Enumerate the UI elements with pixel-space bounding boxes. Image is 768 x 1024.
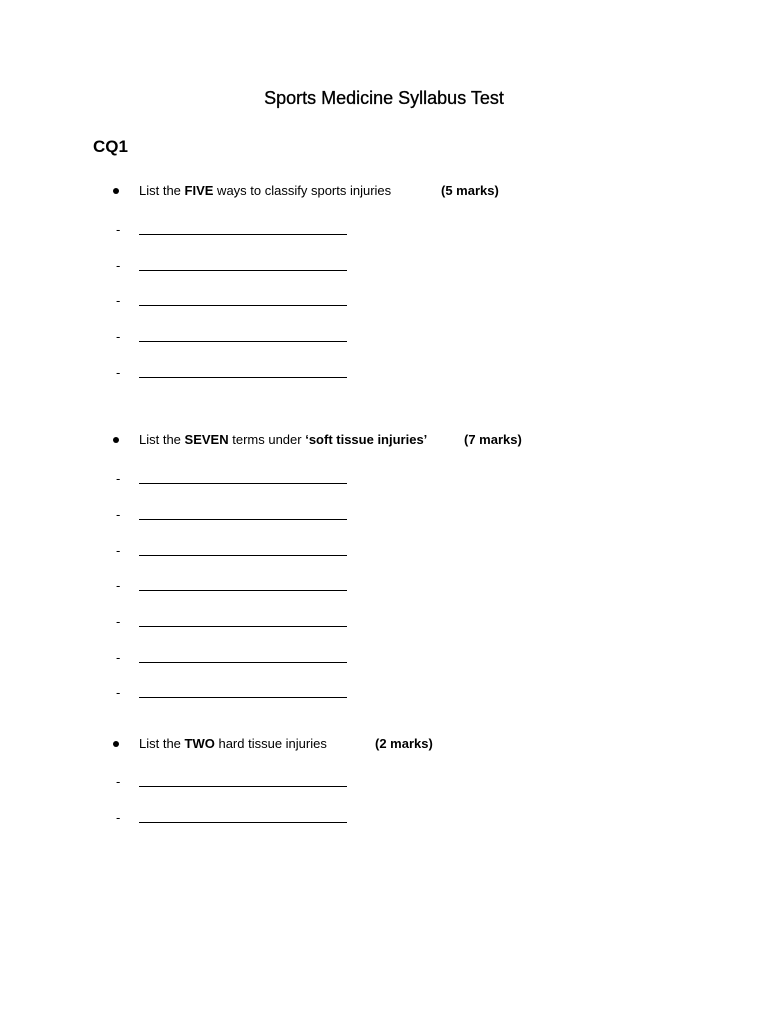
answer-row — [0, 614, 768, 634]
answer-row — [0, 329, 768, 349]
answer-blank[interactable] — [139, 786, 347, 787]
answer-dash: - — [116, 329, 121, 344]
answer-blank[interactable] — [139, 377, 347, 378]
question-prefix: List the — [139, 736, 185, 751]
answer-row — [0, 650, 768, 670]
question-prefix: List the — [139, 183, 185, 198]
answer-row — [0, 543, 768, 563]
answer-dash: - — [116, 578, 121, 593]
answer-blank[interactable] — [139, 590, 347, 591]
answer-dash: - — [116, 774, 121, 789]
answer-blank[interactable] — [139, 662, 347, 663]
answer-row — [0, 365, 768, 385]
answer-blank[interactable] — [139, 341, 347, 342]
bullet-icon — [113, 741, 119, 747]
answer-row — [0, 685, 768, 705]
answer-dash: - — [116, 810, 121, 825]
question-marks: (2 marks) — [375, 736, 433, 751]
answer-dash: - — [116, 685, 121, 700]
answer-blank[interactable] — [139, 697, 347, 698]
answer-row — [0, 774, 768, 794]
answer-row — [0, 258, 768, 278]
question-text — [139, 733, 327, 755]
answer-blank[interactable] — [139, 626, 347, 627]
answer-blank[interactable] — [139, 234, 347, 235]
answer-blank[interactable] — [139, 305, 347, 306]
answer-dash: - — [116, 293, 121, 308]
question-body: terms under — [228, 432, 306, 447]
answer-row — [0, 578, 768, 598]
question-emphasis: FIVE — [184, 183, 214, 198]
question-emphasis: SEVEN — [184, 432, 229, 447]
answer-blank[interactable] — [139, 822, 347, 823]
answer-row — [0, 471, 768, 491]
answer-blank[interactable] — [139, 483, 347, 484]
question-marks: (7 marks) — [464, 432, 522, 447]
question-marks: (5 marks) — [441, 183, 499, 198]
section-heading: CQ1 — [93, 137, 128, 156]
answer-blank[interactable] — [139, 555, 347, 556]
answer-row — [0, 507, 768, 527]
question-body: ways to classify sports injuries — [213, 183, 392, 198]
question-3 — [0, 733, 768, 755]
answer-blank[interactable] — [139, 270, 347, 271]
answer-dash: - — [116, 543, 121, 558]
answer-dash: - — [116, 365, 121, 380]
answer-dash: - — [116, 258, 121, 273]
bullet-icon — [113, 188, 119, 194]
question-2 — [0, 429, 768, 451]
question-text — [139, 180, 391, 202]
page-title: Sports Medicine Syllabus Test — [264, 88, 504, 108]
question-text — [139, 429, 427, 451]
answer-dash: - — [116, 614, 121, 629]
answer-dash: - — [116, 650, 121, 665]
question-emphasis: TWO — [184, 736, 215, 751]
bullet-icon — [113, 437, 119, 443]
answer-dash: - — [116, 471, 121, 486]
question-prefix: List the — [139, 432, 185, 447]
question-emphasis-term: ‘soft tissue injuries’ — [305, 432, 428, 447]
answer-row — [0, 293, 768, 313]
answer-dash: - — [116, 222, 121, 237]
question-body: hard tissue injuries — [214, 736, 327, 751]
question-1 — [0, 180, 768, 202]
answer-row — [0, 222, 768, 242]
answer-row — [0, 810, 768, 830]
answer-blank[interactable] — [139, 519, 347, 520]
answer-dash: - — [116, 507, 121, 522]
